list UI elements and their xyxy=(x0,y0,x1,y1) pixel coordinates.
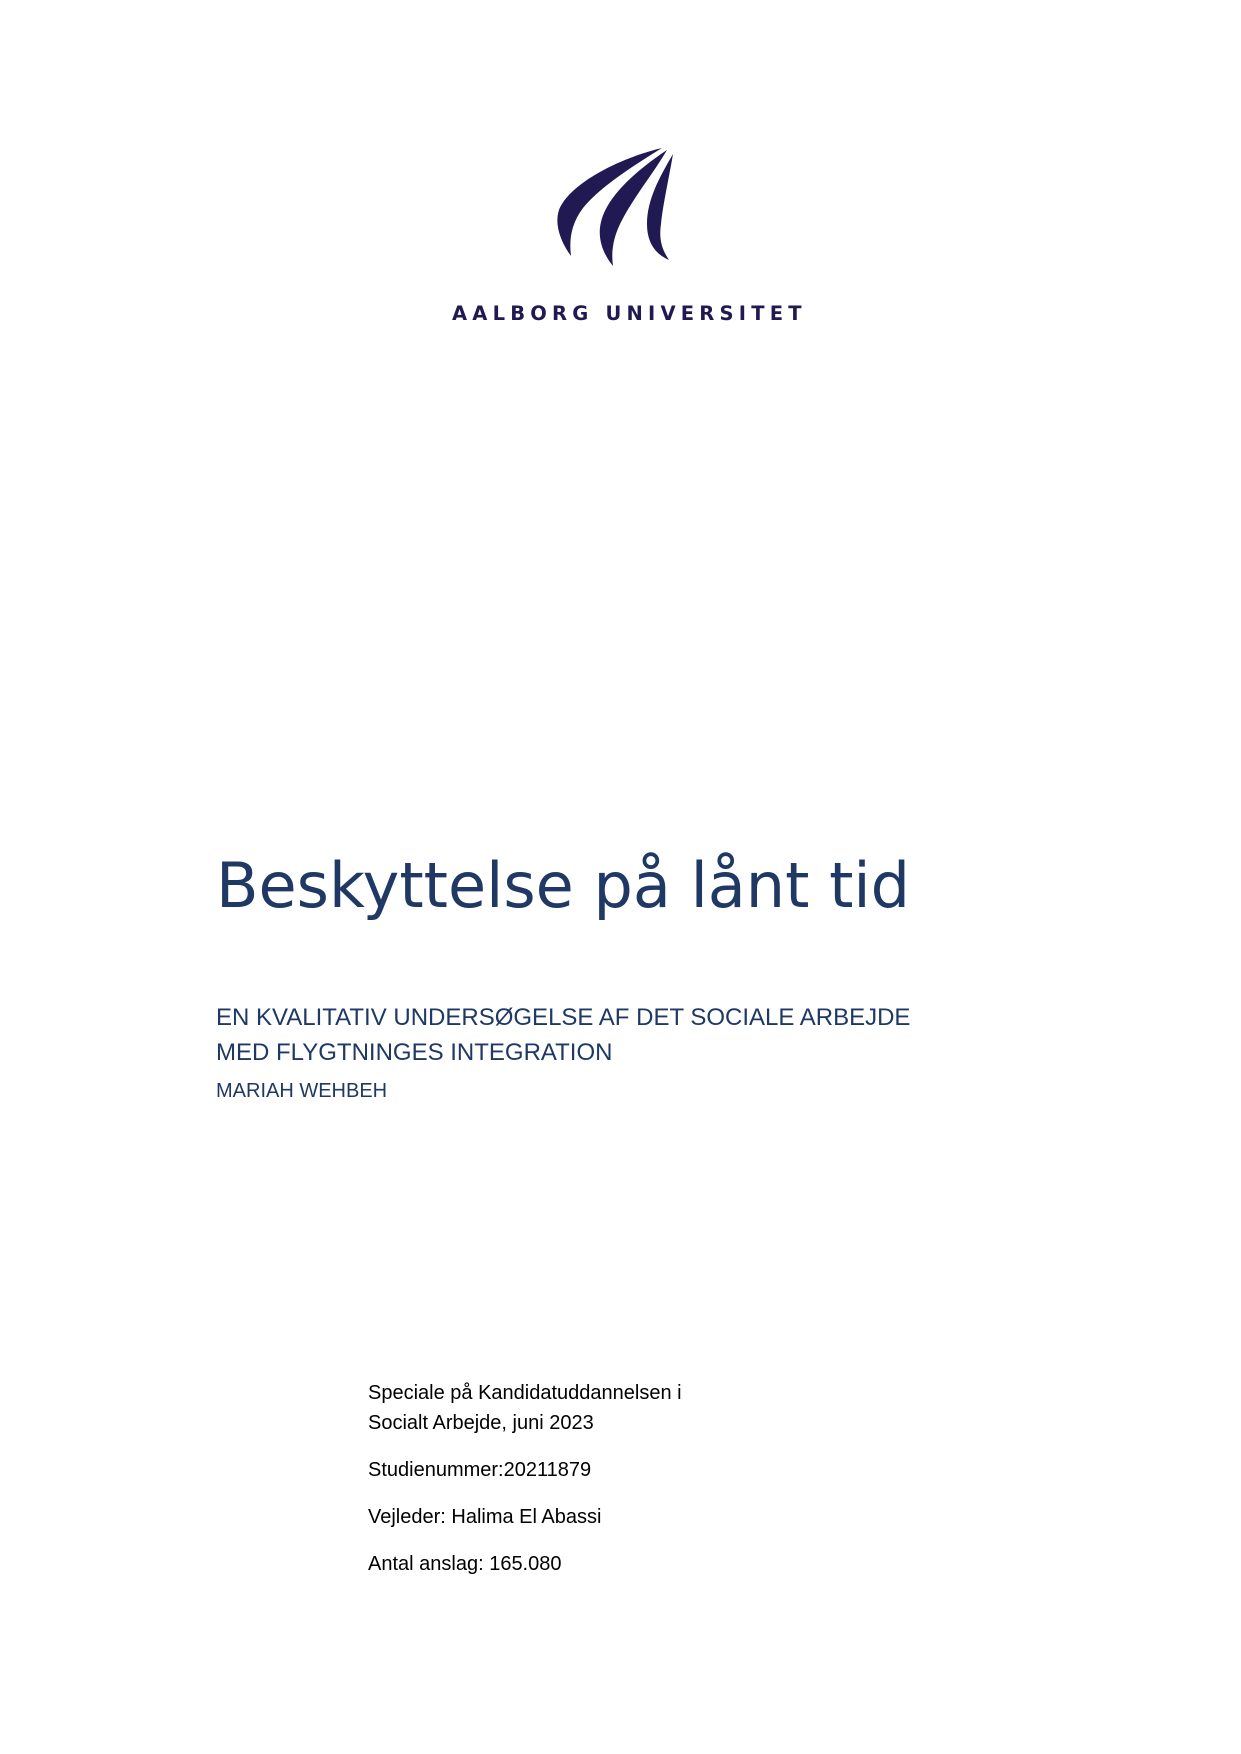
document-title: Beskyttelse på lånt tid xyxy=(216,849,910,922)
author-name: MARIAH WEHBEH xyxy=(216,1080,388,1102)
thesis-description-line-1: Speciale på Kandidatuddannelsen i xyxy=(368,1382,682,1404)
subtitle-line-2: MED FLYGTNINGES INTEGRATION xyxy=(216,1039,613,1066)
student-number: Studienummer:20211879 xyxy=(368,1459,592,1481)
thesis-description xyxy=(368,1378,682,1438)
document-subtitle xyxy=(216,1000,976,1070)
character-count: Antal anslag: 165.080 xyxy=(368,1553,562,1575)
supervisor: Vejleder: Halima El Abassi xyxy=(368,1506,602,1528)
subtitle-line-1: EN KVALITATIV UNDERSØGELSE AF DET SOCIALE ARBEJDE xyxy=(216,1004,911,1031)
thesis-description-line-2: Socialt Arbejde, juni 2023 xyxy=(368,1412,594,1434)
university-wordmark: AALBORG UNIVERSITET xyxy=(452,302,807,325)
aau-waves-logo-icon xyxy=(557,148,677,268)
thesis-info-block xyxy=(368,1378,682,1596)
